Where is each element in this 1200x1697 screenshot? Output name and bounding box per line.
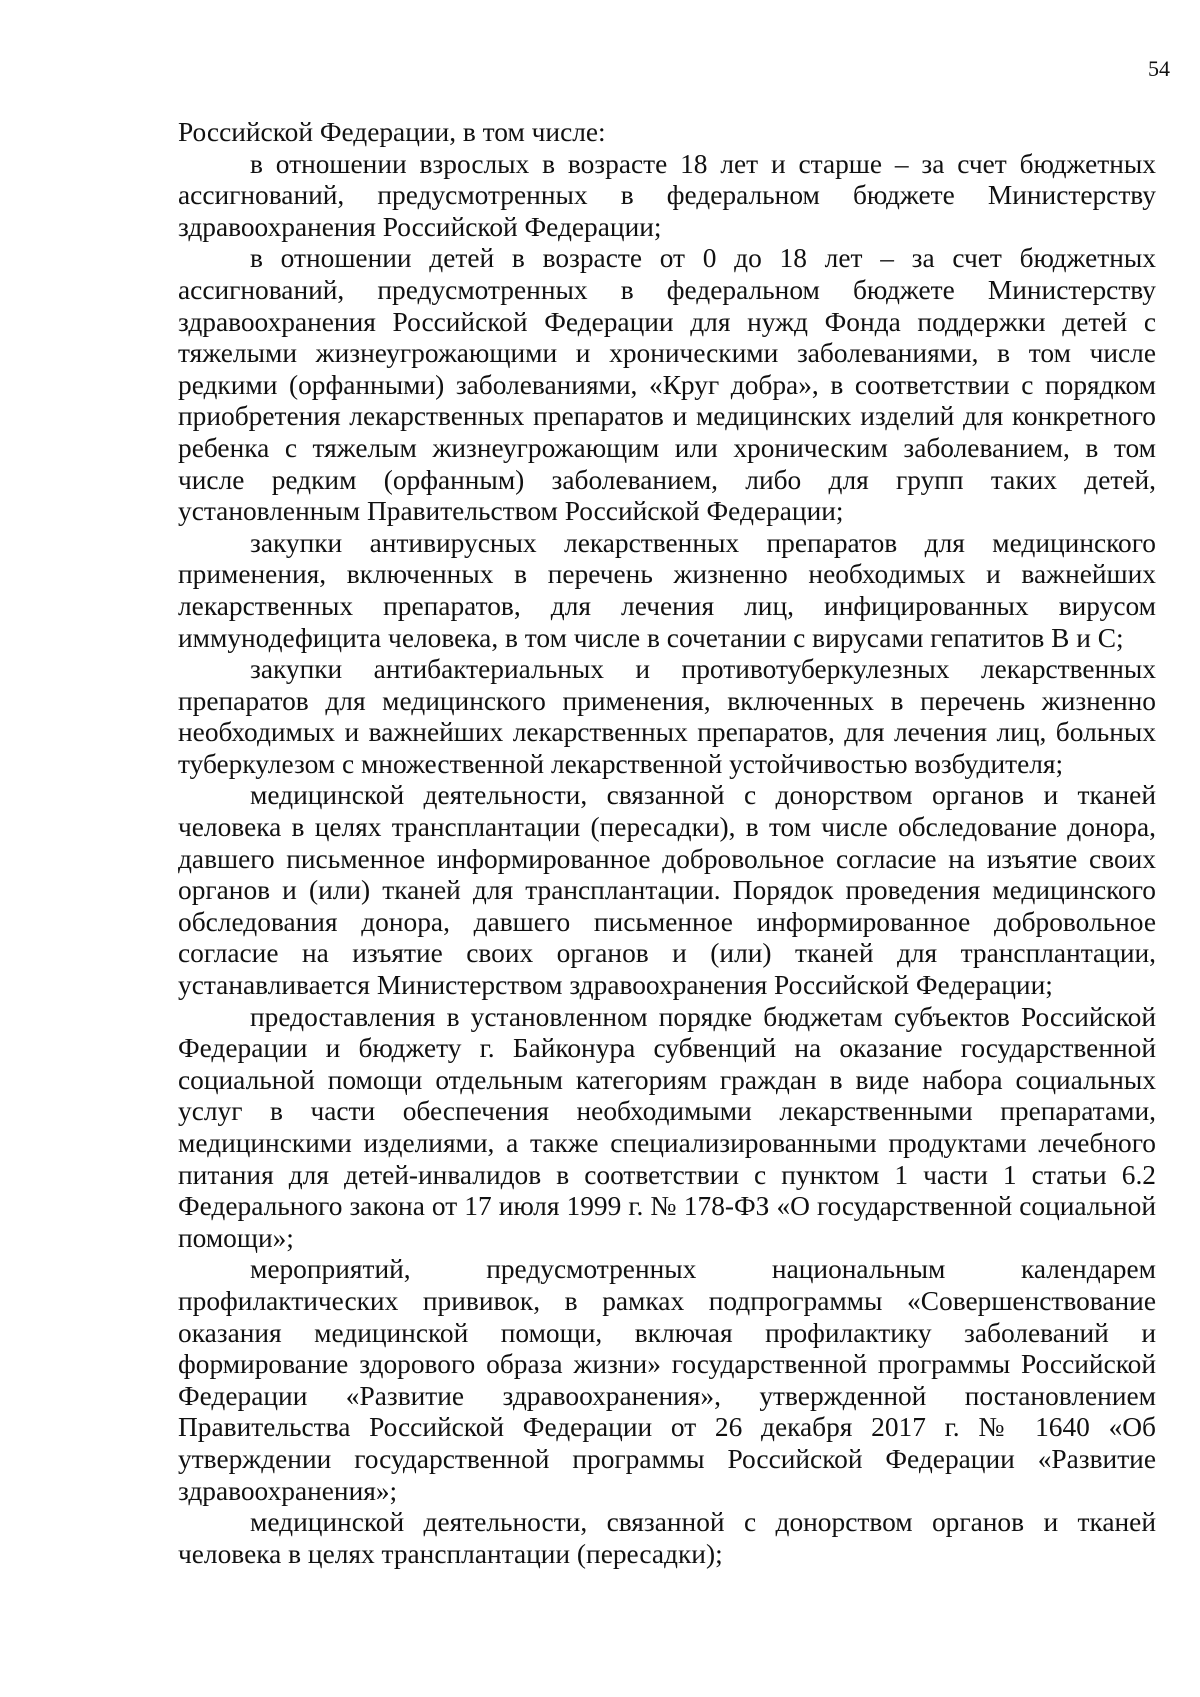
paragraph-transplantation: медицинской деятельности, связанной с донорством органов и тканей человека в целях трансплантации (пересадки); [178,1507,1156,1569]
paragraph-children: в отношении детей в возрасте от 0 до 18 лет – за счет бюджетных ассигнований, предусмотренных в федеральном бюджете Министерству здравоохранения Российской Федерации для нужд Фонда поддержки детей с тяжелыми жизнеугрожающими и хроническими заболеваниями, в том числе редкими (орфанными) заболеваниями, «Круг добра», в соответствии с порядком приобретения лекарственных препаратов и медицинских изделий для конкретного ребенка с тяжелым жизнеугрожающим или хроническим заболеванием, в том числе редким (орфанным) заболеванием, либо для групп таких детей, установленным Правительством Российской Федерации; [178,243,1156,527]
paragraph-vaccination-calendar: мероприятий, предусмотренных национальным календарем профилактических прививок, в рамках подпрограммы «Совершенствование оказания медицинской помощи, включая профилактику заболеваний и формирование здорового образа жизни» государственной программы Российской Федерации «Развитие здравоохранения», утвержденной постановлением Правительства Российской Федерации от 26 декабря 2017 г. № 1640 «Об утверждении государственной программы Российской Федерации «Развитие здравоохранения»; [178,1254,1156,1506]
paragraph-donor-examination: медицинской деятельности, связанной с донорством органов и тканей человека в целях трансплантации (пересадки), в том числе обследование донора, давшего письменное информированное добровольное согласие на изъятие своих органов и (или) тканей для трансплантации. Порядок проведения медицинского обследования донора, давшего письменное информированное добровольное согласие на изъятие своих органов и (или) тканей для трансплантации, устанавливается Министерством здравоохранения Российской Федерации; [178,780,1156,1001]
page-number: 54 [1148,56,1170,81]
paragraph-antiviral-purchases: закупки антивирусных лекарственных препаратов для медицинского применения, включенных в перечень жизненно необходимых и важнейших лекарственных препаратов, для лечения лиц, инфицированных вирусом иммунодефицита человека, в том числе в сочетании с вирусами гепатитов B и C; [178,527,1156,653]
paragraph-continuation: Российской Федерации, в том числе: [178,117,606,147]
paragraph-antibacterial-purchases: закупки антибактериальных и противотуберкулезных лекарственных препаратов для медицинского применения, включенных в перечень жизненно необходимых и важнейших лекарственных препаратов, для лечения лиц, больных туберкулезом с множественной лекарственной устойчивостью возбудителя; [178,654,1156,779]
paragraph-adults: в отношении взрослых в возрасте 18 лет и старше – за счет бюджетных ассигнований, предусмотренных в федеральном бюджете Министерству здравоохранения Российской Федерации; [178,148,1156,242]
paragraph-subventions: предоставления в установленном порядке бюджетам субъектов Российской Федерации и бюджету г. Байконура субвенций на оказание государственной социальной помощи отдельным категориям граждан в виде набора социальных услуг в части обеспечения необходимыми лекарственными препаратами, медицинскими изделиями, а также специализированными продуктами лечебного питания для детей-инвалидов в соответствии с пунктом 1 части 1 статьи 6.2 Федерального закона от 17 июля 1999 г. № 178-ФЗ «О государственной социальной помощи»; [178,1001,1156,1253]
body-text [178,117,1156,1570]
